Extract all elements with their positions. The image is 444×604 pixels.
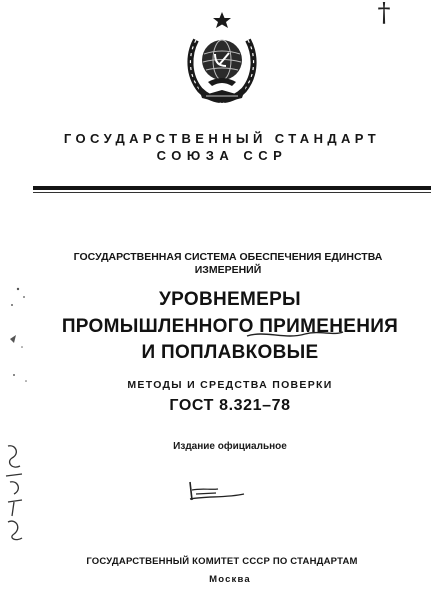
series-title-line1: ГОСУДАРСТВЕННАЯ СИСТЕМА ОБЕСПЕЧЕНИЯ ЕДИНСТВА bbox=[73, 251, 383, 263]
standard-title-line2: СОЮЗА ССР bbox=[156, 148, 288, 163]
header-rule-thick bbox=[33, 186, 431, 190]
publisher-name: ГОСУДАРСТВЕННЫЙ КОМИТЕТ СССР ПО СТАНДАРТАМ bbox=[86, 556, 358, 567]
pen-strike-mark bbox=[245, 326, 345, 344]
edition-note: Издание официальное bbox=[173, 441, 287, 452]
standard-title-line1: ГОСУДАРСТВЕННЫЙ СТАНДАРТ bbox=[63, 131, 381, 146]
document-title-line2: ПРОМЫШЛЕННОГО ПРИМЕНЕНИЯ bbox=[61, 316, 399, 337]
publication-city: Москва bbox=[209, 574, 251, 585]
handwritten-cross-mark: † bbox=[377, 0, 391, 28]
gost-designation: ГОСТ 8.321–78 bbox=[169, 397, 291, 414]
header-rule-thin bbox=[33, 192, 431, 193]
scan-specks bbox=[4, 285, 34, 385]
document-title-line3: И ПОПЛАВКОВЫЕ bbox=[141, 342, 319, 363]
pen-mark-icon bbox=[186, 478, 246, 502]
handwritten-margin-note-icon bbox=[2, 440, 28, 544]
document-title-line1: УРОВНЕМЕРЫ bbox=[159, 289, 301, 310]
ussr-state-emblem-icon bbox=[182, 10, 262, 108]
document-subtitle: МЕТОДЫ И СРЕДСТВА ПОВЕРКИ bbox=[127, 379, 333, 391]
series-title-line2: ИЗМЕРЕНИЙ bbox=[194, 264, 262, 276]
